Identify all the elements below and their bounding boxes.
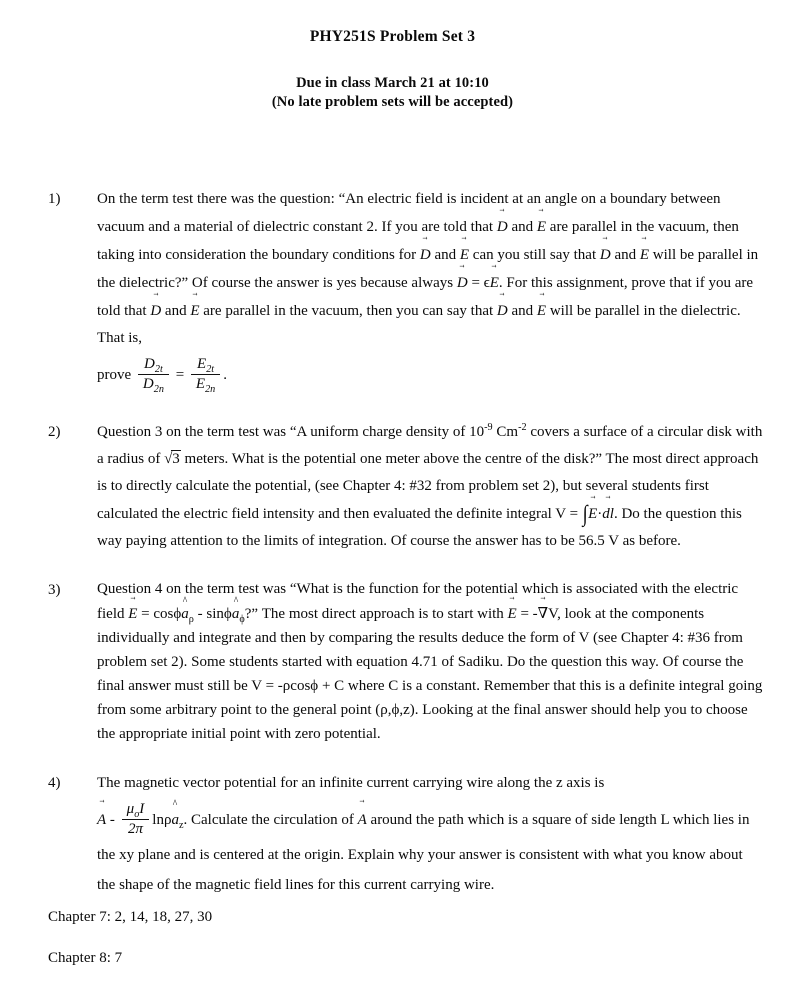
unit-vector-phi: ^ a: [232, 602, 240, 626]
vector-e-5: → E: [190, 297, 199, 325]
dot-product-symbol: ·: [597, 506, 603, 522]
ln-function: ln: [152, 811, 164, 828]
prove-label: prove: [97, 366, 132, 383]
p2-text-4: meters. What is the potential one meter above the centre of the disk?” The most direct approach is to directly calculate the potential, (see Chapter 4: #32 from problem set 2), but several students first calculated the electric field intensity and then evaluated the definite integral: [97, 451, 759, 522]
area-exponent: -2: [518, 422, 527, 433]
equals-sign-3: =: [137, 606, 154, 622]
p4-text-2: . Calculate the circulation of: [183, 811, 358, 828]
vector-dl-element: → dl: [602, 500, 614, 528]
p1-text-2: and: [507, 219, 537, 235]
p1-text-5: can you still say that: [469, 247, 600, 263]
p2-text-5: . Do the question this way paying attention to the limits of integration. Of course the answer has to be 56.5 V as before.: [97, 506, 742, 549]
phi-symbol-2: ϕ: [223, 606, 232, 622]
p1-text-7: will be parallel in the dielectric?” Of course the answer is yes because always: [97, 247, 759, 291]
negative-sign-gradient: -: [532, 606, 538, 622]
late-policy-line: (No late problem sets will be accepted): [271, 94, 514, 110]
potential-v-symbol: V: [548, 606, 558, 622]
potential-variable: V: [555, 506, 566, 522]
problem-item-1: [0, 186, 785, 395]
charge-exponent: -9: [484, 422, 493, 433]
p4-text-1: The magnetic vector potential for an infinite current carrying wire along the z axis is: [97, 775, 605, 791]
p2-text-1: Question 3 on the term test was “A uniform charge density of 10: [97, 424, 485, 440]
problem-marker-1: 1): [48, 191, 61, 207]
e-den-symbol: E: [195, 376, 206, 392]
vector-e-3: → E: [640, 241, 649, 269]
vector-d-4: → D: [457, 269, 468, 297]
phi-symbol-1: ϕ: [173, 606, 182, 622]
vector-e-gradient: → E: [508, 601, 517, 626]
fraction-d-numerator: [138, 355, 169, 374]
vector-a-circulation: → A: [358, 804, 367, 835]
problem-body-2: Question 3 on the term test was “A uniform charge density of $10^{-9}$ $Cm^{-2}$ covers a surface of a circular disk with a radius of √3 meters. What is the potential one meter above the centre of the disk?” The most direct approach is to directly calculate the potential, (see Chapter 4: #32 from problem set 2), but several students first calculated the electric field intensity and then evaluated the definite integral V = ∫→ E·→ dl. Do the question this way paying attention to the limits of integration. Of course the answer has to be 56.5 V as before.: [97, 419, 763, 555]
problem-body-3: [97, 577, 763, 746]
p3-text-3: , look at the components individually and integrate and then by comparing the results deduce the form of V (see Chapter 4: #36 from problem set 2). Some students started with equation 4.71 of Sadiku. Do the question this way. Of course the final answer must still be V = -ρcos: [97, 606, 744, 694]
fraction-e-denominator: [191, 374, 220, 394]
d-den-symbol: D: [142, 376, 154, 392]
p1-text-11: and: [507, 303, 537, 319]
problem-marker-3: 3): [48, 582, 61, 598]
vector-a-potential: → A: [97, 804, 106, 835]
page-title: PHY251S Problem Set 3: [309, 28, 476, 45]
period-mark: .: [223, 366, 228, 383]
chapter-readings: [48, 905, 548, 987]
p1-text-1: On the term test there was the question: “An electric field is incident at an angle on a boundary between vacuum and a material of dielectric constant 2. If you are told that: [97, 191, 721, 235]
rho-symbol: ρ: [163, 811, 172, 828]
vector-e-1: → E: [537, 213, 546, 241]
fraction-mu-over-twopi: [122, 800, 150, 839]
problem-body-1: [97, 186, 763, 395]
vector-d-3: → D: [600, 241, 611, 269]
problem-list: [0, 186, 785, 917]
equals-sign-2: =: [565, 506, 582, 522]
problem-marker-2: 2): [48, 424, 61, 440]
e-num-subscript: 2t: [206, 364, 215, 375]
square-root-expression: √3: [164, 451, 180, 467]
vector-e-4: → E: [490, 269, 499, 297]
vector-d-2: → D: [420, 241, 431, 269]
mu-symbol: μ: [126, 801, 135, 817]
p4-equation-block: [97, 801, 763, 900]
vector-e-6: → E: [537, 297, 546, 325]
fraction-e-ratio: [191, 355, 220, 394]
d-num-subscript: 2t: [154, 364, 163, 375]
rho-subscript: ρ: [188, 614, 194, 625]
current-symbol: I: [139, 801, 145, 817]
e-den-subscript: 2n: [205, 384, 216, 395]
equals-sign-1: =: [467, 275, 484, 291]
nabla-operator-icon: → ∇: [538, 601, 548, 626]
p4-text-3: around the path which is a square of side length L which lies in the xy plane and is centered at the origin. Explain why your answer is consistent with what you know about the shape of the magnetic field lines for this current carrying wire.: [97, 811, 750, 893]
p3-text-1: Question 4 on the term test was “What is the function for the potential which is associated with the electric field: [97, 581, 739, 622]
reading-chapter-7: Chapter 7: 2, 14, 18, 27, 30: [48, 909, 213, 925]
mu-subscript: o: [134, 809, 140, 820]
minus-sign-3: -: [193, 606, 207, 622]
p1-text-12: will be parallel in the dielectric. That is,: [97, 303, 741, 346]
p3-text-4: + C where C is a constant. Remember that this is a definite integral going from some arbitrary point to the general point (ρ,ϕ,z). Looking at the final answer should help you to choose the appropriate initial point with zero potential.: [97, 678, 763, 742]
sin-function: sin: [206, 606, 224, 622]
p1-text-3: are parallel in the vacuum, then taking into consideration the boundary conditions for: [97, 219, 739, 263]
e-num-symbol: E: [197, 356, 207, 372]
vector-d-1: → D: [497, 213, 508, 241]
reading-chapter-8: Chapter 8: 7: [48, 950, 123, 966]
d-den-subscript: 2n: [153, 384, 164, 395]
z-subscript: z: [178, 819, 184, 831]
p2-text-2: Cm: [492, 424, 519, 440]
d-num-symbol: D: [144, 356, 155, 372]
vector-e-2: → E: [460, 241, 469, 269]
radical-radicand: 3: [172, 451, 180, 467]
p2-text-3: covers a surface of a circular disk with a radius of: [97, 424, 763, 467]
cos-function: cos: [153, 606, 174, 622]
fraction-mu-numerator: [122, 800, 150, 819]
vector-e-field-3: → E: [128, 601, 137, 626]
epsilon-symbol: ϵ: [483, 275, 490, 291]
fraction-twopi-denominator: 2π: [122, 819, 150, 839]
phi-subscript: ϕ: [239, 614, 245, 625]
document-header: [0, 28, 785, 46]
fraction-e-numerator: [191, 355, 220, 374]
unit-vector-z: ^ a: [171, 805, 179, 835]
p3-text-2: ?” The most direct approach is to start with: [244, 606, 508, 622]
fraction-d-ratio: [138, 355, 169, 394]
p1-text-6: and: [610, 247, 640, 263]
vector-d-6: → D: [497, 297, 508, 325]
equals-sign-4: =: [516, 606, 533, 622]
p1-text-10: are parallel in the vacuum, then you can say that: [199, 303, 497, 319]
p1-text-4: and: [430, 247, 460, 263]
unit-vector-rho: ^ a: [181, 602, 189, 626]
phi-symbol-3: ϕ: [310, 678, 319, 694]
due-date-line: Due in class March 21 at 10:10: [296, 75, 489, 91]
problem-item-2: [0, 419, 785, 555]
dash-sign-4: -: [106, 811, 119, 828]
due-date-block: [0, 74, 785, 112]
p1-equation-prove: [97, 356, 763, 395]
vector-e-integrand: → E: [588, 500, 597, 528]
p1-text-9: and: [161, 303, 191, 319]
problem-body-4: [97, 770, 763, 900]
problem-item-3: [0, 577, 785, 746]
p1-text-8: . For this assignment, prove that if you are told that: [97, 275, 754, 319]
problem-marker-4: 4): [48, 775, 61, 791]
fraction-d-denominator: [138, 374, 169, 394]
problem-item-4: [0, 770, 785, 900]
equals-sign-fraction: =: [175, 366, 185, 383]
vector-d-5: → D: [150, 297, 161, 325]
